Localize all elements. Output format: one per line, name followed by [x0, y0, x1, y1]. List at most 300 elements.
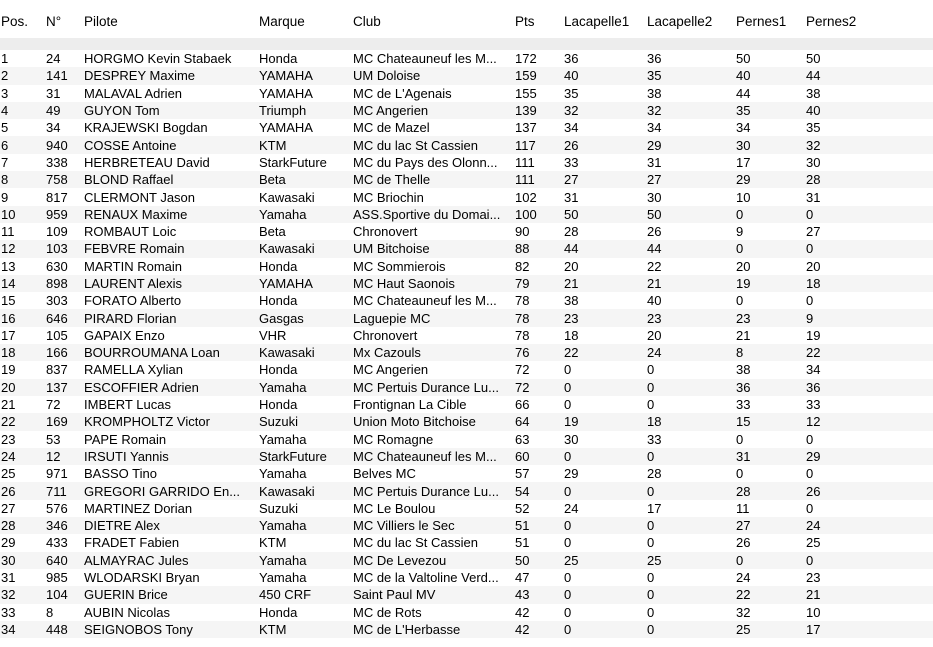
cell-pts: 90 — [515, 224, 530, 240]
cell-pos: 32 — [0, 586, 46, 603]
table-row — [0, 240, 933, 257]
cell-marque: YAMAHA — [259, 85, 313, 101]
cell-lacapelle2: 0 — [647, 586, 736, 603]
cell-pernes2: 44 — [806, 67, 933, 84]
cell-pts: 111 — [515, 171, 564, 188]
cell-marque: Kawasaki — [259, 344, 353, 361]
cell-pos: 6 — [0, 136, 46, 153]
cell-pts: 78 — [515, 293, 530, 309]
cell-pernes2: 18 — [806, 275, 933, 292]
cell-pilote: KROMPHOLTZ Victor — [84, 413, 259, 430]
cell-pos: 26 — [0, 482, 46, 499]
cell-pernes1: 31 — [736, 448, 806, 465]
cell-pts: 79 — [515, 275, 564, 292]
cell-pts: 78 — [515, 327, 530, 343]
cell-number: 576 — [46, 500, 68, 516]
cell-pernes1: 0 — [736, 240, 806, 257]
cell-number: 24 — [46, 51, 61, 67]
header-pernes1: Pernes1 — [736, 14, 787, 29]
cell-pernes1: 17 — [736, 154, 751, 170]
cell-pernes1: 36 — [736, 379, 806, 396]
cell-pilote: GAPAIX Enzo — [84, 327, 165, 343]
cell-pts: 52 — [515, 500, 530, 516]
cell-club: MC Sommierois — [353, 258, 446, 274]
cell-lacapelle2: 0 — [647, 379, 736, 396]
cell-pernes1: 34 — [736, 120, 751, 136]
cell-club: MC de Mazel — [353, 120, 430, 136]
header-pos: Pos. — [1, 14, 29, 29]
table-body — [0, 38, 933, 638]
table-row — [0, 569, 933, 586]
header-pts: Pts — [515, 14, 535, 29]
cell-marque: YAMAHA — [259, 120, 313, 136]
cell-pts: 50 — [515, 552, 564, 569]
table-row — [0, 136, 933, 153]
cell-pilote: ROMBAUT Loic — [84, 224, 177, 240]
cell-marque: Yamaha — [259, 552, 353, 569]
cell-pts: 72 — [515, 379, 564, 396]
cell-pts: 78 — [515, 309, 564, 326]
cell-lacapelle1: 0 — [564, 621, 647, 638]
cell-lacapelle2: 36 — [647, 51, 662, 67]
cell-pernes1: 25 — [736, 621, 806, 638]
cell-lacapelle1: 0 — [564, 448, 647, 465]
cell-lacapelle1: 34 — [564, 120, 579, 136]
table-row — [0, 85, 933, 102]
cell-lacapelle1: 0 — [564, 362, 572, 378]
cell-number: 433 — [46, 535, 68, 551]
cell-number: 53 — [46, 431, 61, 447]
cell-club: MC Pertuis Durance Lu... — [353, 482, 515, 499]
cell-lacapelle2: 0 — [647, 517, 736, 534]
table-row — [0, 379, 933, 396]
cell-pilote: CLERMONT Jason — [84, 189, 196, 205]
cell-pilote: SEIGNOBOS Tony — [84, 621, 259, 638]
cell-pts: 102 — [515, 189, 537, 205]
header-lacapelle1: Lacapelle1 — [564, 14, 630, 29]
cell-pos: 24 — [0, 448, 46, 465]
cell-pts: 100 — [515, 206, 564, 223]
table-row — [0, 67, 933, 84]
cell-pts: 42 — [515, 621, 564, 638]
cell-pernes2: 17 — [806, 621, 933, 638]
cell-pos: 7 — [1, 154, 9, 170]
cell-lacapelle2: 35 — [647, 67, 736, 84]
cell-pernes2: 32 — [806, 136, 933, 153]
cell-lacapelle1: 30 — [564, 431, 579, 447]
cell-pos: 9 — [1, 189, 9, 205]
cell-number: 303 — [46, 293, 68, 309]
cell-lacapelle2: 0 — [647, 535, 655, 551]
cell-pilote: MALAVAL Adrien — [84, 85, 183, 101]
cell-pernes2: 38 — [806, 85, 821, 101]
cell-lacapelle2: 17 — [647, 500, 662, 516]
cell-marque: Yamaha — [259, 517, 353, 534]
cell-pos: 17 — [1, 327, 16, 343]
cell-pilote: AUBIN Nicolas — [84, 604, 170, 620]
cell-marque: VHR — [259, 327, 287, 343]
cell-pos: 1 — [1, 51, 9, 67]
cell-pernes1: 26 — [736, 535, 751, 551]
cell-lacapelle1: 0 — [564, 379, 647, 396]
cell-marque: Yamaha — [259, 206, 353, 223]
cell-lacapelle2: 30 — [647, 189, 662, 205]
cell-pilote: COSSE Antoine — [84, 136, 259, 153]
cell-marque: Honda — [259, 362, 298, 378]
table-row — [0, 500, 933, 517]
cell-marque: Kawasaki — [259, 189, 315, 205]
cell-marque: Honda — [259, 397, 298, 413]
cell-club: Chronovert — [353, 327, 418, 343]
cell-lacapelle1: 40 — [564, 67, 647, 84]
cell-lacapelle2: 0 — [647, 448, 736, 465]
cell-pernes1: 11 — [736, 500, 750, 516]
cell-marque: YAMAHA — [259, 67, 353, 84]
cell-pts: 82 — [515, 258, 530, 274]
cell-pernes2: 0 — [806, 500, 814, 516]
cell-number: 169 — [46, 413, 84, 430]
cell-pos: 19 — [1, 362, 16, 378]
cell-club: ASS.Sportive du Domai... — [353, 206, 515, 223]
cell-lacapelle2: 0 — [647, 621, 736, 638]
cell-lacapelle1: 28 — [564, 224, 579, 240]
cell-club: MC du Pays des Olonn... — [353, 154, 498, 170]
cell-club: MC Chateauneuf les M... — [353, 448, 515, 465]
table-row — [0, 327, 933, 344]
cell-club: MC Angerien — [353, 102, 515, 119]
table-row — [0, 431, 933, 448]
cell-pilote: PIRARD Florian — [84, 309, 259, 326]
header-lacapelle2: Lacapelle2 — [647, 14, 713, 29]
cell-marque: 450 CRF — [259, 586, 353, 603]
cell-number: 711 — [46, 482, 84, 499]
cell-number: 105 — [46, 327, 68, 343]
cell-number: 166 — [46, 344, 84, 361]
cell-club: MC du lac St Cassien — [353, 136, 515, 153]
cell-lacapelle1: 33 — [564, 154, 579, 170]
cell-lacapelle2: 22 — [647, 258, 662, 274]
cell-pilote: BASSO Tino — [84, 466, 157, 482]
cell-pernes2: 50 — [806, 51, 821, 67]
cell-pernes1: 9 — [736, 224, 744, 240]
cell-pos: 10 — [0, 206, 46, 223]
cell-lacapelle1: 36 — [564, 51, 579, 67]
cell-lacapelle2: 28 — [647, 466, 662, 482]
cell-number: 104 — [46, 586, 84, 603]
table-row — [0, 309, 933, 326]
cell-club: Mx Cazouls — [353, 344, 515, 361]
cell-pernes1: 24 — [736, 570, 751, 586]
cell-pos: 23 — [1, 431, 16, 447]
cell-pts: 63 — [515, 431, 530, 447]
cell-pos: 12 — [0, 240, 46, 257]
cell-lacapelle1: 0 — [564, 397, 572, 413]
cell-pos: 27 — [1, 500, 16, 516]
cell-number: 640 — [46, 552, 84, 569]
cell-pilote: GUERIN Brice — [84, 586, 259, 603]
cell-club: MC de L'Agenais — [353, 85, 452, 101]
table-row — [0, 361, 933, 378]
cell-pernes1: 44 — [736, 85, 751, 101]
cell-pilote: HORGMO Kevin Stabaek — [84, 51, 232, 67]
cell-pts: 155 — [515, 85, 537, 101]
cell-lacapelle1: 0 — [564, 570, 572, 586]
cell-pts: 47 — [515, 570, 530, 586]
cell-club: Laguepie MC — [353, 309, 515, 326]
cell-pilote: GUYON Tom — [84, 102, 259, 119]
cell-club: Chronovert — [353, 224, 418, 240]
cell-club: MC De Levezou — [353, 552, 515, 569]
table-row — [0, 344, 933, 361]
cell-marque: Triumph — [259, 102, 353, 119]
cell-marque: Honda — [259, 51, 298, 67]
cell-pilote: MARTINEZ Dorian — [84, 500, 193, 516]
cell-club: MC de Rots — [353, 604, 422, 620]
cell-number: 971 — [46, 466, 68, 482]
cell-club: Union Moto Bitchoise — [353, 413, 515, 430]
cell-pilote: IRSUTI Yannis — [84, 448, 259, 465]
cell-lacapelle1: 22 — [564, 344, 647, 361]
cell-pernes2: 35 — [806, 120, 821, 136]
cell-pilote: DIETRE Alex — [84, 517, 259, 534]
cell-lacapelle2: 40 — [647, 293, 662, 309]
cell-pernes1: 29 — [736, 171, 806, 188]
cell-pilote: WLODARSKI Bryan — [84, 570, 200, 586]
cell-lacapelle2: 26 — [647, 224, 662, 240]
cell-pernes2: 33 — [806, 397, 821, 413]
cell-pos: 16 — [0, 309, 46, 326]
cell-pos: 4 — [0, 102, 46, 119]
table-row — [0, 448, 933, 465]
cell-pts: 51 — [515, 535, 530, 551]
cell-number: 31 — [46, 85, 61, 101]
cell-pernes1: 50 — [736, 51, 751, 67]
cell-marque: Kawasaki — [259, 240, 353, 257]
cell-lacapelle2: 29 — [647, 136, 736, 153]
cell-marque: Beta — [259, 171, 353, 188]
cell-pilote: DESPREY Maxime — [84, 67, 259, 84]
cell-club: MC Briochin — [353, 189, 424, 205]
table-row — [0, 223, 933, 240]
cell-lacapelle1: 0 — [564, 482, 647, 499]
cell-lacapelle1: 0 — [564, 586, 647, 603]
cell-pernes1: 0 — [736, 552, 806, 569]
cell-pernes1: 38 — [736, 362, 751, 378]
cell-marque: Suzuki — [259, 413, 353, 430]
cell-lacapelle2: 0 — [647, 482, 736, 499]
table-row — [0, 119, 933, 136]
cell-lacapelle2: 27 — [647, 171, 736, 188]
cell-pernes2: 30 — [806, 154, 821, 170]
cell-pos: 11 — [1, 224, 15, 240]
cell-pts: 54 — [515, 482, 564, 499]
table-row — [0, 206, 933, 223]
cell-pts: 43 — [515, 586, 564, 603]
cell-pilote: GREGORI GARRIDO En... — [84, 482, 259, 499]
cell-pilote: FORATO Alberto — [84, 293, 182, 309]
table-row — [0, 413, 933, 430]
cell-number: 8 — [46, 604, 54, 620]
cell-number: 758 — [46, 171, 84, 188]
cell-lacapelle1: 29 — [564, 466, 579, 482]
cell-lacapelle2: 20 — [647, 327, 662, 343]
cell-pernes1: 0 — [736, 466, 744, 482]
cell-lacapelle2: 0 — [647, 570, 655, 586]
cell-pernes1: 10 — [736, 189, 751, 205]
cell-number: 109 — [46, 224, 68, 240]
cell-pernes2: 28 — [806, 171, 933, 188]
table-row — [0, 102, 933, 119]
cell-lacapelle1: 21 — [564, 275, 647, 292]
cell-pts: 76 — [515, 344, 564, 361]
header-pilote: Pilote — [84, 14, 118, 29]
cell-marque: Yamaha — [259, 379, 353, 396]
cell-pos: 2 — [0, 67, 46, 84]
cell-pernes2: 0 — [806, 240, 933, 257]
cell-pernes1: 32 — [736, 604, 751, 620]
cell-pernes2: 22 — [806, 344, 933, 361]
cell-lacapelle2: 25 — [647, 552, 736, 569]
cell-pernes1: 0 — [736, 293, 744, 309]
cell-pernes2: 36 — [806, 379, 933, 396]
cell-number: 837 — [46, 362, 68, 378]
cell-pts: 64 — [515, 413, 564, 430]
cell-lacapelle1: 50 — [564, 206, 647, 223]
cell-lacapelle2: 23 — [647, 309, 736, 326]
cell-marque: Yamaha — [259, 431, 307, 447]
cell-club: MC Chateauneuf les M... — [353, 293, 497, 309]
cell-marque: KTM — [259, 621, 353, 638]
cell-pos: 30 — [0, 552, 46, 569]
cell-number: 898 — [46, 275, 84, 292]
cell-pernes2: 12 — [806, 413, 933, 430]
cell-marque: Yamaha — [259, 570, 307, 586]
cell-pts: 66 — [515, 397, 530, 413]
cell-pos: 13 — [1, 258, 16, 274]
cell-pilote: PAPE Romain — [84, 431, 167, 447]
cell-pts: 51 — [515, 517, 564, 534]
cell-pilote: BLOND Raffael — [84, 171, 259, 188]
cell-lacapelle2: 0 — [647, 604, 655, 620]
cell-lacapelle1: 31 — [564, 189, 579, 205]
cell-number: 985 — [46, 570, 68, 586]
cell-pernes2: 29 — [806, 448, 933, 465]
cell-pernes1: 21 — [736, 327, 751, 343]
cell-lacapelle1: 27 — [564, 171, 647, 188]
cell-lacapelle2: 33 — [647, 431, 662, 447]
cell-marque: StarkFuture — [259, 448, 353, 465]
cell-pernes1: 27 — [736, 517, 806, 534]
cell-marque: KTM — [259, 136, 353, 153]
header-marque: Marque — [259, 14, 305, 29]
table-row — [0, 534, 933, 551]
table-row — [0, 258, 933, 275]
cell-pilote: FRADET Fabien — [84, 535, 180, 551]
cell-pernes2: 0 — [806, 552, 933, 569]
cell-pilote: IMBERT Lucas — [84, 397, 171, 413]
cell-pts: 57 — [515, 466, 530, 482]
cell-club: UM Doloise — [353, 67, 515, 84]
cell-lacapelle2: 34 — [647, 120, 662, 136]
cell-number: 141 — [46, 67, 84, 84]
cell-number: 49 — [46, 102, 84, 119]
cell-club: MC Romagne — [353, 431, 434, 447]
cell-pilote: LAURENT Alexis — [84, 275, 259, 292]
cell-pos: 20 — [0, 379, 46, 396]
cell-lacapelle1: 0 — [564, 517, 647, 534]
cell-lacapelle1: 35 — [564, 85, 579, 101]
cell-pernes1: 28 — [736, 482, 806, 499]
cell-pernes2: 9 — [806, 309, 933, 326]
table-row — [0, 396, 933, 413]
cell-pilote: KRAJEWSKI Bogdan — [84, 120, 208, 136]
table-row — [0, 275, 933, 292]
cell-club: MC de la Valtoline Verd... — [353, 570, 499, 586]
cell-pos: 14 — [0, 275, 46, 292]
cell-pos: 15 — [1, 293, 16, 309]
cell-marque: Honda — [259, 293, 298, 309]
cell-pernes2: 21 — [806, 586, 933, 603]
cell-pernes1: 8 — [736, 344, 806, 361]
cell-pts: 172 — [515, 51, 537, 67]
cell-lacapelle1: 44 — [564, 240, 647, 257]
cell-pos: 31 — [1, 570, 16, 586]
cell-pernes2: 25 — [806, 535, 821, 551]
cell-pts: 117 — [515, 136, 564, 153]
cell-number: 12 — [46, 448, 84, 465]
cell-club: MC de Thelle — [353, 171, 515, 188]
cell-pernes2: 31 — [806, 189, 821, 205]
cell-club: MC Angerien — [353, 362, 429, 378]
cell-pos: 5 — [1, 120, 9, 136]
cell-pernes2: 19 — [806, 327, 821, 343]
cell-lacapelle2: 44 — [647, 240, 736, 257]
cell-number: 338 — [46, 154, 68, 170]
cell-pos: 25 — [1, 466, 16, 482]
cell-marque: Beta — [259, 224, 286, 240]
cell-number: 817 — [46, 189, 68, 205]
cell-pos: 8 — [0, 171, 46, 188]
cell-lacapelle1: 19 — [564, 413, 647, 430]
cell-lacapelle2: 32 — [647, 102, 736, 119]
cell-number: 959 — [46, 206, 84, 223]
cell-club: UM Bitchoise — [353, 240, 515, 257]
table-row — [0, 465, 933, 482]
table-row — [0, 482, 933, 499]
cell-pts: 137 — [515, 120, 537, 136]
table-row — [0, 154, 933, 171]
cell-marque: Yamaha — [259, 466, 307, 482]
cell-pernes2: 24 — [806, 517, 933, 534]
cell-pernes1: 33 — [736, 397, 751, 413]
cell-pernes1: 22 — [736, 586, 806, 603]
cell-pernes1: 40 — [736, 67, 806, 84]
cell-lacapelle1: 24 — [564, 500, 579, 516]
cell-lacapelle2: 0 — [647, 362, 655, 378]
cell-pts: 42 — [515, 604, 530, 620]
cell-lacapelle1: 0 — [564, 604, 572, 620]
cell-club: MC Pertuis Durance Lu... — [353, 379, 515, 396]
cell-pts: 88 — [515, 240, 564, 257]
cell-marque: YAMAHA — [259, 275, 353, 292]
cell-pernes2: 0 — [806, 431, 814, 447]
cell-club: MC Villiers le Sec — [353, 517, 515, 534]
header-club: Club — [353, 14, 381, 29]
cell-marque: Honda — [259, 604, 298, 620]
cell-number: 940 — [46, 136, 84, 153]
cell-marque: Gasgas — [259, 309, 353, 326]
cell-number: 646 — [46, 309, 84, 326]
